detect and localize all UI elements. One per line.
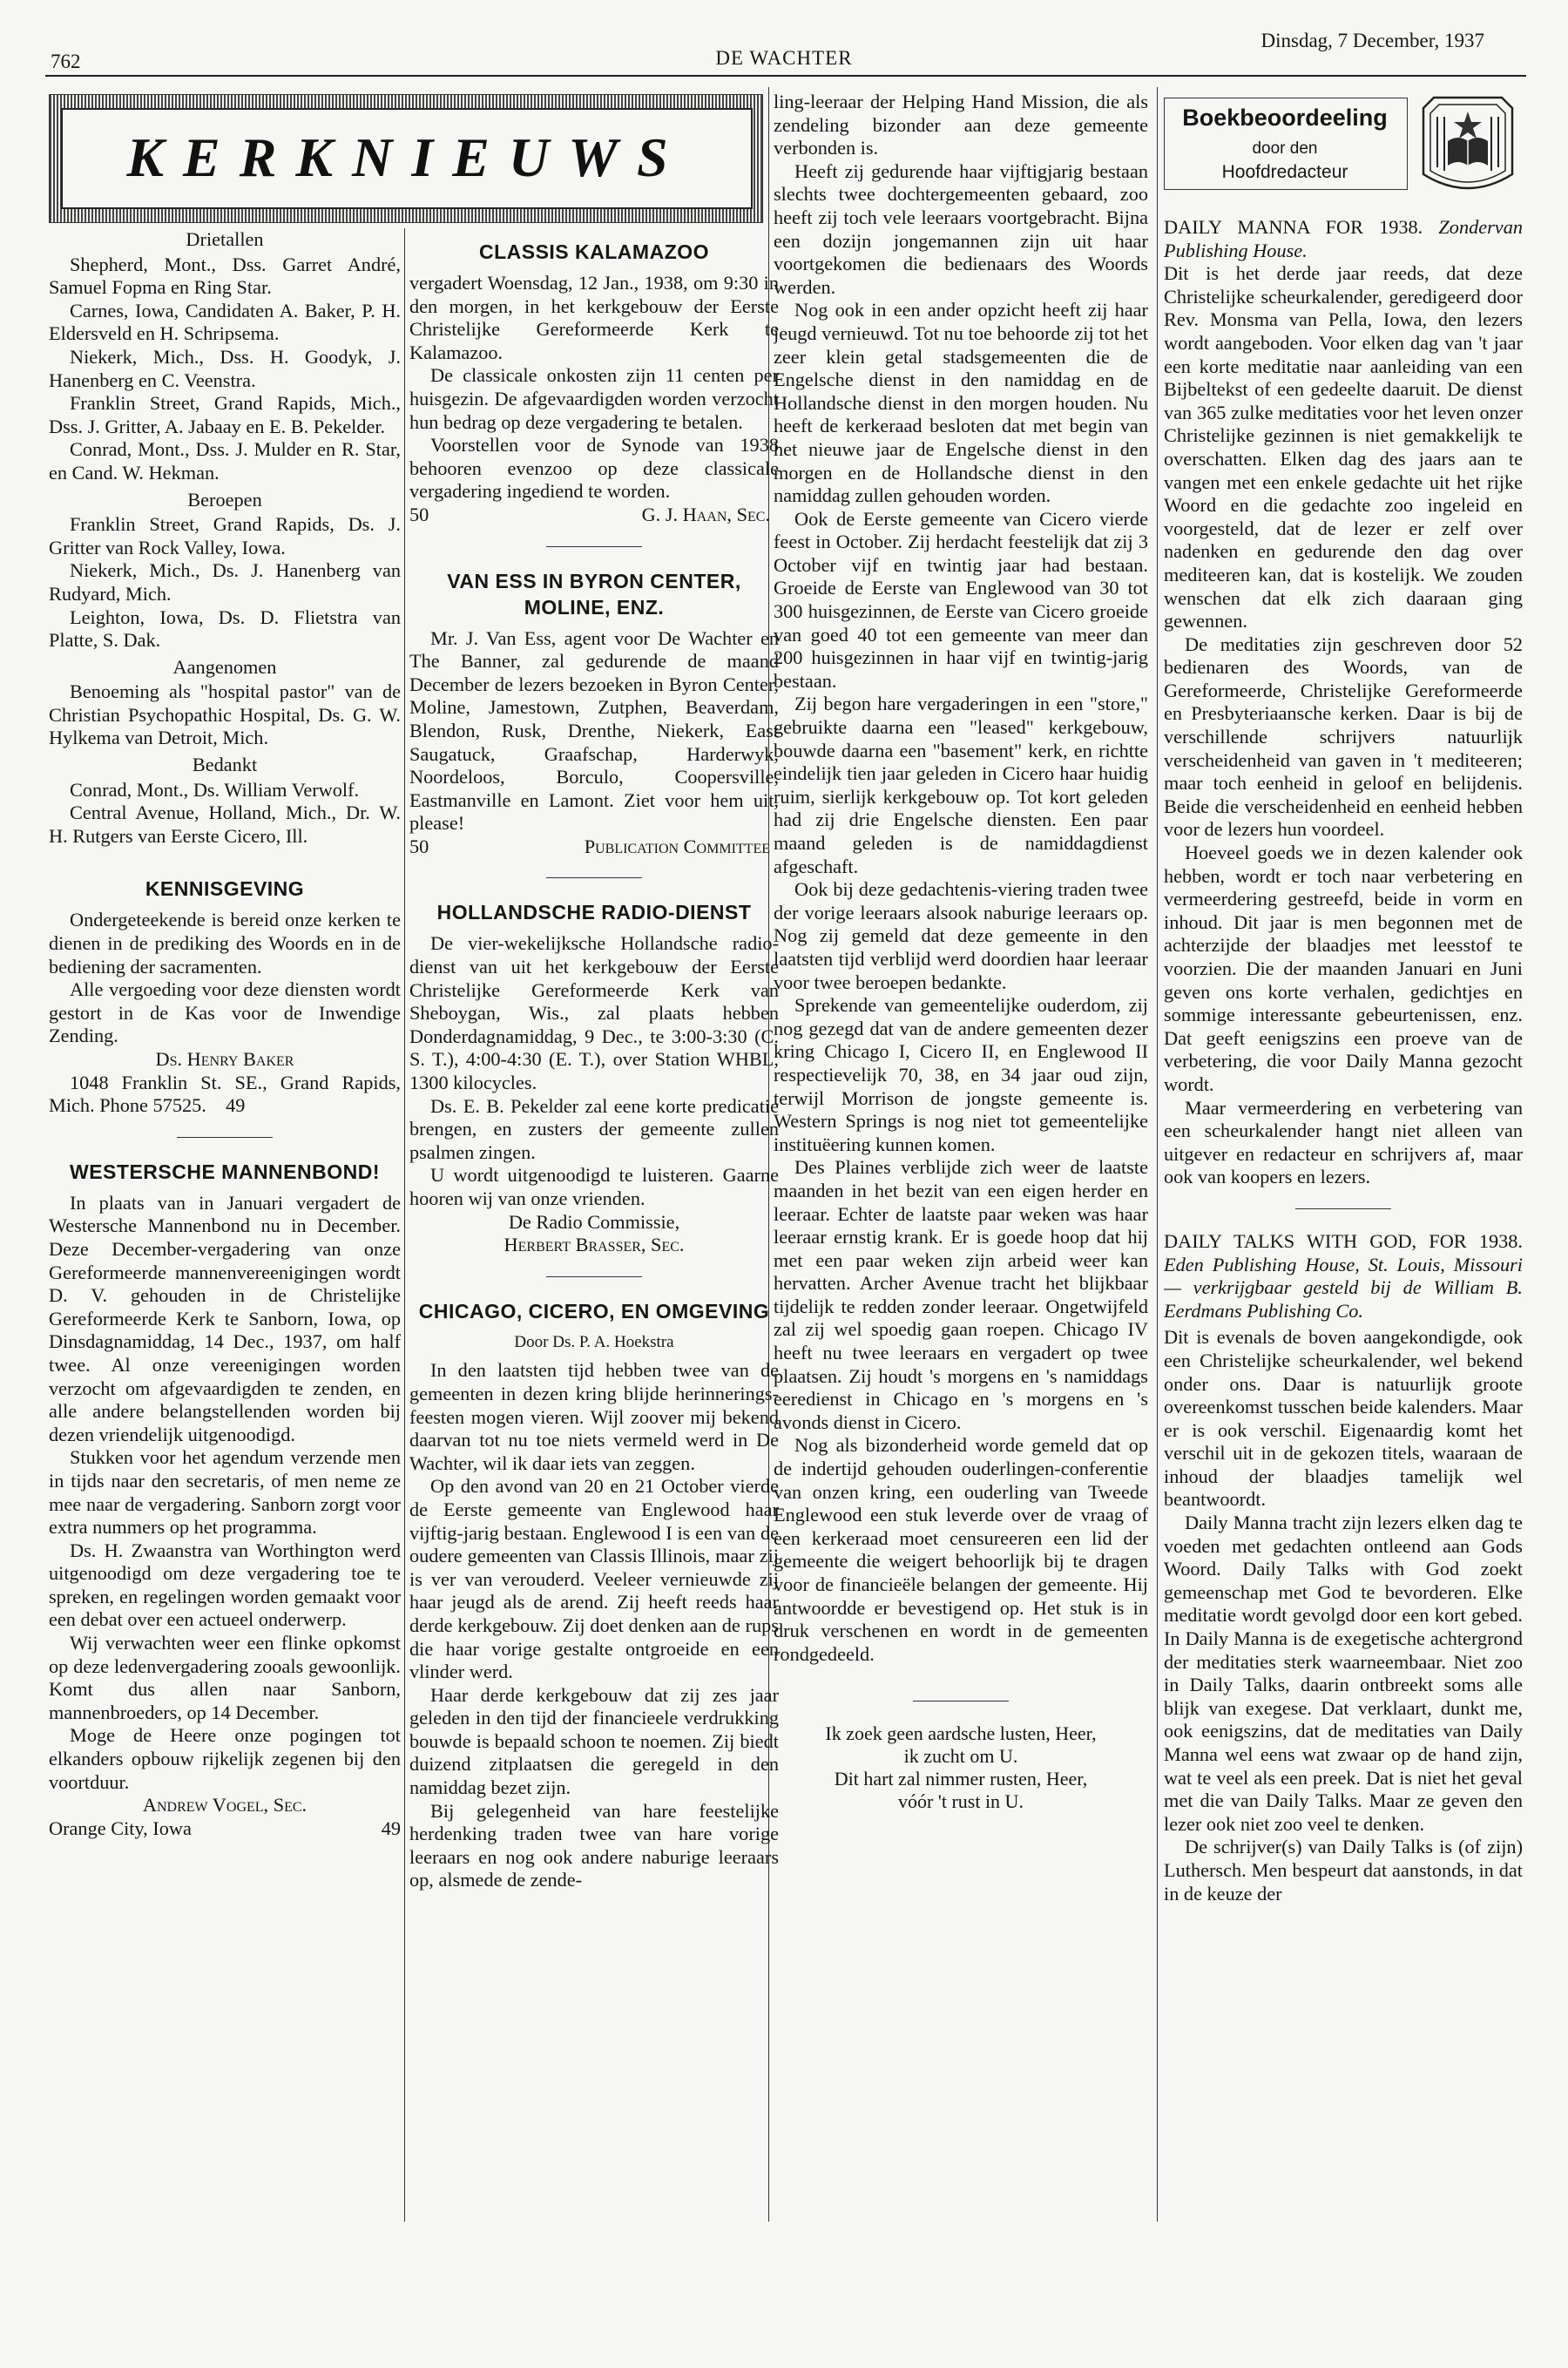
book-publisher: Eden Publishing House, St. Louis, Missouri — verkrijgbaar gesteld bij de William B. Eerdmans Publishing Co.: [1164, 1253, 1523, 1322]
book-title: DAILY MANNA FOR 1938.: [1164, 216, 1423, 238]
paragraph: Ook de Eerste gemeente van Cicero vierde feest in October. Zij herdacht feestelijk dat zij 3 October vijf en twintig jaar had bestaan. Groeide de Eerste van Englewood van 30 tot 300 huisgezinnen, de Eerste van Cicero groeide van goed 40 tot een gemeente van meer dan 200 huisgezinnen in haar vijf en twintig-jarig bestaan.: [774, 507, 1148, 692]
book-title-line: [1164, 1230, 1523, 1323]
book-review-header: [1164, 91, 1523, 204]
paragraph: Ook bij deze gedachtenis-viering traden twee der vorige leeraars alsook naburige leeraars op. Nog zij gemeld dat deze gemeente in den laatsten tijd verblijd werd doordien haar leeraar voor twee beroepen bedankte.: [774, 878, 1148, 993]
paragraph: Voorstellen voor de Synode van 1938 behooren evenzoo op deze classicale vergadering ingediend te worden.: [409, 434, 779, 503]
book-review-title: Boekbeoordeeling: [1182, 105, 1388, 131]
column-2: [409, 233, 779, 2368]
column-rule-3: [1157, 87, 1158, 2222]
signature: G. J. Haan, Sec.: [641, 503, 770, 525]
paragraph: vergadert Woensdag, 12 Jan., 1938, om 9:30 in den morgen, in het kerkgebouw der Eerste Christelijke Gereformeerde Kerk te Kalamazoo.: [409, 272, 779, 363]
separator: [546, 877, 642, 878]
place: Orange City, Iowa: [49, 1817, 192, 1839]
paragraph: In plaats van in Januari vergadert de Westersche Mannenbond nu in December. Deze December-vergadering van onze Gereformeerde mannenvereenigingen wordt D. V. gehouden in de Christelijke Gereformeerde Kerk te Sanborn, Iowa, op Dinsdagnamiddag, 14 Dec., 1937, om half twee. Al onze vereenigingen worden verzocht om afgevaardigden te zenden, en alle andere belangstellenden worden bij dezen vriendelijk uitgenoodigd.: [49, 1191, 401, 1445]
issue-count: 50: [409, 835, 429, 857]
separator: [913, 1701, 1009, 1702]
list-item: Carnes, Iowa, Candidaten A. Baker, P. H. Eldersveld en H. Schripsema.: [49, 299, 401, 345]
paragraph: Moge de Heere onze pogingen tot elkanders opbouw rijkelijk zegenen bij den voortduur.: [49, 1724, 401, 1793]
address-text: 1048 Franklin St. SE., Grand Rapids, Mich. Phone 57525.: [49, 1071, 401, 1117]
banner-title: KERKNIEUWS: [126, 126, 687, 188]
aangenomen-heading: Aangenomen: [172, 655, 277, 678]
book-title: DAILY TALKS WITH GOD, FOR 1938.: [1164, 1229, 1523, 1252]
paragraph: Nog ook in een ander opzicht heeft zij haar jeugd vernieuwd. Tot nu toe behoorde zij tot het zeer klein getal stadsgemeenten die de Engelsche dienst in den namiddag en de Hollandsche dienst in den morgen houden. Nu heeft de kerkeraad besloten dat met begin van het nieuwe jaar de Engelsche dienst in den morgen en de Hollandsche dienst in den namiddag zullen gehouden worden.: [774, 299, 1148, 507]
paragraph: ling-leeraar der Helping Hand Mission, die als zendeling bizonder aan deze gemeente verbonden is.: [774, 91, 1148, 159]
issue-count: 49: [381, 1817, 401, 1839]
paragraph: Wij verwachten weer een flinke opkomst op deze ledenvergadering zooals gewoonlijk. Komt dus allen naar Sanborn, mannenbroeders, op 14 December.: [49, 1632, 401, 1723]
book-review-subtitle: door den: [1252, 139, 1318, 158]
signature-line: [409, 836, 779, 859]
paragraph: Heeft zij gedurende haar vijftigjarig bestaan slechts twee dochtergemeenten gebaard, zoo heeft zij toch vele leeraars voortgebracht. Bijna een dozijn jongemannen zijn uit haar voortgekomen die bedienaars des Woords werden.: [774, 159, 1148, 298]
paragraph: De vier-wekelijksche Hollandsche radio-dienst van uit het kerkgebouw der Eerste Christelijke Gereformeerde Kerk van Sheboygan, Wis., zal plaats hebben Donderdagnamiddag, 9 Dec., te 3:00-3:30 (C. S. T.), 4:00-4:30 (E. T.), over Station WHBL, 1300 kilocycles.: [409, 932, 779, 1094]
list-item: Conrad, Mont., Ds. William Verwolf.: [70, 778, 360, 801]
kennisgeving-heading: KENNISGEVING: [145, 877, 305, 901]
poem: [774, 1722, 1148, 1813]
beroepen-heading: Beroepen: [187, 488, 262, 511]
book-title-line: [1164, 216, 1523, 262]
paragraph: Daily Manna tracht zijn lezers elken dag te voeden met gedachten ontleend aan Gods Woord. Daily Talks with God zoekt gemeenschap met God te bevorderen. Elke meditatie wordt gevolgd door een kort gebed. In Daily Manna is de exegetische achtergrond der meditaties sterk waarneembaar. Niet zoo in Daily Talks, daarin ontbreekt soms alle blijk van exegese. Dat verklaart, dunkt me, ook eenigszins, dat de meditaties van Daily Manna wel eens wat zwaar op de hand zijn, wat te veel als een preek. Dat is niet het geval met die van Daily Talks. Maar ze geven den lezer ook niet zoo veel te denken.: [1164, 1512, 1523, 1835]
paragraph: Des Plaines verblijde zich weer de laatste maanden in het bezit van een eigen herder en leeraar. Echter de laatste paar weken was haar leeraar ernstig krank. Er is goede hoop dat hij met een paar weken zijn arbeid weer kan hervatten. Archer Avenue tracht het blijkbaar tijdelijk te redden zonder leeraar. Ongetwijfeld zal zij wel spoedig gaan roepen. Chicago IV heeft nu twee leeraars en vergadert op twee plaatsen. Zij houdt 's morgens en 's namiddags eeredienst in Chicago en 's morgens en 's avonds dienst in Cicero.: [774, 1156, 1148, 1433]
banner-inner: [61, 108, 753, 209]
book-publisher: Zondervan Publishing House.: [1164, 216, 1523, 261]
issue-count: 49: [226, 1094, 246, 1117]
poem-line: Dit hart zal nimmer rusten, Heer,: [834, 1768, 1088, 1790]
classis-heading: CLASSIS KALAMAZOO: [478, 240, 710, 263]
mannenbond-heading: WESTERSCHE MANNENBOND!: [70, 1160, 380, 1183]
column-1: [49, 225, 401, 2359]
byline: Door Ds. P. A. Hoekstra: [514, 1332, 674, 1351]
paragraph: Dit is evenals de boven aangekondigde, ook een Christelijke scheurkalender, wel bekend onder ons. Daar is natuurlijk groote overeenkomst tusschen beide kalenders. Maar er is ook verschil. Eigenaardig komt het verschil uit in de gekozen titels, waaraan de inhoud der blaadjes tamelijk wel beantwoordt.: [1164, 1326, 1523, 1511]
paragraph: Ds. E. B. Pekelder zal eene korte predicatie brengen, en zusters der gemeente zullen psalmen zingen.: [409, 1094, 779, 1163]
list-item: Niekerk, Mich., Dss. H. Goodyk, J. Hanenberg en C. Veenstra.: [49, 345, 401, 391]
kerknieuws-banner: [49, 94, 763, 223]
paragraph: Hoeveel goeds we in dezen kalender ook hebben, wordt er toch naar verbetering en vermeerdering gestreefd, beide in vorm en inhoud. Dit jaar is men begonnen met de achterzijde der blaadjes met leesstof te voorzien. Die der maanden Januari en Juni geven ons korte verhalen, gedichtjes en sommige interessante gebeurtenissen, enz. Dat geeft eenigszins een proeve van de verbetering, die voor Daily Manna gezocht wordt.: [1164, 842, 1523, 1095]
paragraph: Op den avond van 20 en 21 October vierde de Eerste gemeente van Englewood haar vijftig-jarig bestaan. Englewood I is een van de oudere gemeenten van Classis Illinois, maar zij is ver van verouderd. Veeleer vernieuwde zij haar jeugd als de arend. Zij heeft reeds haar derde kerkgebouw. Zij doet denken aan de rups die haar vorige gestalte ontgroeide en een vlinder werd.: [409, 1475, 779, 1683]
list-item: Conrad, Mont., Dss. J. Mulder en R. Star, en Cand. W. Hekman.: [49, 438, 401, 484]
signature: Ds. Henry Baker: [155, 1048, 294, 1070]
book-review-author: Hoofdredacteur: [1221, 162, 1348, 182]
signature: Publication Committee: [584, 835, 770, 857]
vaness-heading: VAN ESS IN BYRON CENTER, MOLINE, ENZ.: [447, 569, 741, 619]
list-item: Franklin Street, Grand Rapids, Ds. J. Gritter van Rock Valley, Iowa.: [49, 513, 401, 558]
signature: De Radio Commissie,: [508, 1210, 680, 1233]
paragraph: Haar derde kerkgebouw dat zij zes jaar geleden in den tijd der financieele verdrukking bouwde is bepaald schoon te noemen. Zij biedt duizend zitplaatsen die geregeld in den namiddag bezet zijn.: [409, 1683, 779, 1799]
open-book-emblem-icon: [1416, 91, 1519, 204]
chicago-heading: CHICAGO, CICERO, EN OMGEVING: [418, 1299, 770, 1323]
paragraph: Ds. H. Zwaanstra van Worthington werd uitgenoodigd om deze vergadering toe te spreken, en regelingen worden gemaakt voor een debat over een actueel onderwerp.: [49, 1539, 401, 1631]
list-item: Benoeming als "hospital pastor" van de Christian Psychopathic Hospital, Ds. G. W. Hylkema van Detroit, Mich.: [49, 680, 401, 749]
separator: [177, 1137, 273, 1138]
poem-line: ik zucht om U.: [903, 1745, 1018, 1768]
list-item: Central Avenue, Holland, Mich., Dr. W. H. Rutgers van Eerste Cicero, Ill.: [49, 802, 401, 847]
bedankt-heading: Bedankt: [192, 754, 258, 776]
paragraph: De schrijver(s) van Daily Talks is (of zijn) Luthersch. Men bespeurt dat aanstonds, in dat in de keuze der: [1164, 1836, 1523, 1905]
paragraph: In den laatsten tijd hebben twee van de gemeenten in dezen kring blijde herinnerings-feesten mogen vieren. Wijl zoover mij bekend daarvan tot nu toe niets vermeld werd in De Wachter, wil ik daar iets van zeggen.: [409, 1359, 779, 1474]
signature-line: [49, 1817, 401, 1841]
paragraph: Stukken voor het agendum verzende men in tijds naar den secretaris, of men neme ze mee naar de vergadering. Sanborn zorgt voor extra nummers op het programma.: [49, 1446, 401, 1539]
paragraph: Zij begon hare vergaderingen in een "store," gebruikte daarna een "leased" kerkgebouw, bouwde daarna een "basement" kerk, en richtte eindelijk tien jaar geleden in Cicero haar huidig ruim, sierlijk kerkgebouw op. Tot kort geleden had zij drie Engelsche diensten. Een paar maand geleden is de namiddagdienst afgeschaft.: [774, 693, 1148, 877]
paragraph: U wordt uitgenoodigd te luisteren. Gaarne hooren wij van onze vrienden.: [409, 1164, 779, 1209]
separator: [546, 1276, 642, 1277]
column-4: [1164, 214, 1523, 2349]
list-item: Shepherd, Mont., Dss. Garret André, Samuel Fopma en Ring Star.: [49, 253, 401, 299]
signature: Herbert Brasser, Sec.: [504, 1234, 685, 1256]
paragraph: Nog als bizonderheid worde gemeld dat op de indertijd gehouden ouderlingen-conferentie van onzen kring, een ouderling van Tweede Englewood een stuk leverde over de vraag of een kerkeraad moet censureeren een lid der gemeente die weigert behoorlijk bij te dragen voor de financieële belangen der gemeente. Hij antwoordde er bevestigend op. Het stuk is in druk verschenen en wordt in de gemeenten rondgedeeld.: [774, 1434, 1148, 1665]
page-number: 762: [51, 51, 81, 72]
separator: [1295, 1208, 1391, 1209]
drietallen-heading: Drietallen: [186, 228, 264, 250]
radio-heading: HOLLANDSCHE RADIO-DIENST: [436, 901, 752, 924]
issue-count: 50: [409, 503, 429, 525]
address: [49, 1072, 401, 1118]
poem-line: Ik zoek geen aardsche lusten, Heer,: [825, 1722, 1097, 1745]
paragraph: Bij gelegenheid van hare feestelijke herdenking traden twee van hare vorige leeraars en nog ook andere naburige leeraars op, alsmede de zende-: [409, 1799, 779, 1891]
paragraph: Alle vergoeding voor deze diensten wordt gestort in de Kas voor de Inwendige Zending.: [49, 978, 401, 1047]
paragraph: De classicale onkosten zijn 11 centen per huisgezin. De afgevaardigden worden verzocht hun bedrag op deze vergadering te betalen.: [409, 364, 779, 433]
list-item: Niekerk, Mich., Ds. J. Hanenberg van Rudyard, Mich.: [49, 559, 401, 605]
paragraph: Ondergeteekende is bereid onze kerken te dienen in de prediking des Woords en in de bediening der sacramenten.: [49, 909, 401, 978]
header-rule: [45, 75, 1526, 77]
paragraph: Sprekende van gemeentelijke ouderdom, zij nog gezegd dat van de andere gemeenten dezer kring Chicago I, Cicero II, en Englewood II respectievelijk 70, 38, en 34 jaar oud zijn, terwijl Morrison de jongste gemeente is. Western Springs is nog niet tot gemeentelijke instituëering kunnen komen.: [774, 994, 1148, 1155]
issue-date: Dinsdag, 7 December, 1937: [1260, 30, 1484, 51]
paragraph: Maar vermeerdering en verbetering van een scheurkalender hangt niet alleen van uitgever en redacteur en schrijvers af, maar ook van koopers en lezers.: [1164, 1096, 1523, 1188]
publication-title: DE WACHTER: [715, 47, 853, 69]
list-item: Leighton, Iowa, Ds. D. Flietstra van Platte, S. Dak.: [49, 606, 401, 652]
paragraph: Dit is het derde jaar reeds, dat deze Christelijke scheurkalender, geredigeerd door Rev. Monsma van Pella, Iowa, den lezers wordt aangeboden. Voor elken dag van 't jaar een korte meditatie naar aanleiding van een Bijbeltekst of een gedeelte daaruit. De dienst van 365 zulke meditaties voor het leven onzer Christelijke gezinnen is niet gemakkelijk te overschatten. Elken dag des jaars aan te vangen met een enkele gedachte uit het rijke Woord en die gedachte zoo ingeleid en voorgesteld, dat de lezer er zelf over nadenken en gedurende den dag over mediteeren kan, dat is kostelijk. We zouden wenschen dat elk zich daaraan ging gewennen.: [1164, 262, 1523, 633]
signature-line: [409, 504, 779, 527]
column-3: [774, 91, 1148, 2225]
signature: Andrew Vogel, Sec.: [142, 1794, 308, 1817]
paragraph: De meditaties zijn geschreven door 52 bedienaren des Woords, van de Gereformeerde, Christelijke Gereformeerde en Presbyteriaansche kerken. Daar is bij de verschillende schrijvers natuurlijk verscheidenheid van gaven in 't mediteeren; maar toch eenheid in geloof en belijdenis. Beide die verscheidenheid en eenheid hebben voor de lezers hun voordeel.: [1164, 633, 1523, 841]
poem-line: vóór 't rust in U.: [898, 1790, 1024, 1813]
list-item: Franklin Street, Grand Rapids, Mich., Dss. J. Gritter, A. Jabaay en E. B. Pekelder.: [49, 392, 401, 437]
separator: [546, 546, 642, 547]
paragraph: Mr. J. Van Ess, agent voor De Wachter en The Banner, zal gedurende de maand December de lezers bezoeken in Byron Center, Moline, Jamestown, Zutphen, Beaverdam, Blendon, Rusk, Drenthe, Niekerk, East Saugatuck, Graafschap, Harderwyk, Noordeloos, Borculo, Coopersville, Eastmanville en Lamont. Ziet voor hem uit, please!: [409, 626, 779, 835]
column-rule-1: [404, 228, 405, 2222]
